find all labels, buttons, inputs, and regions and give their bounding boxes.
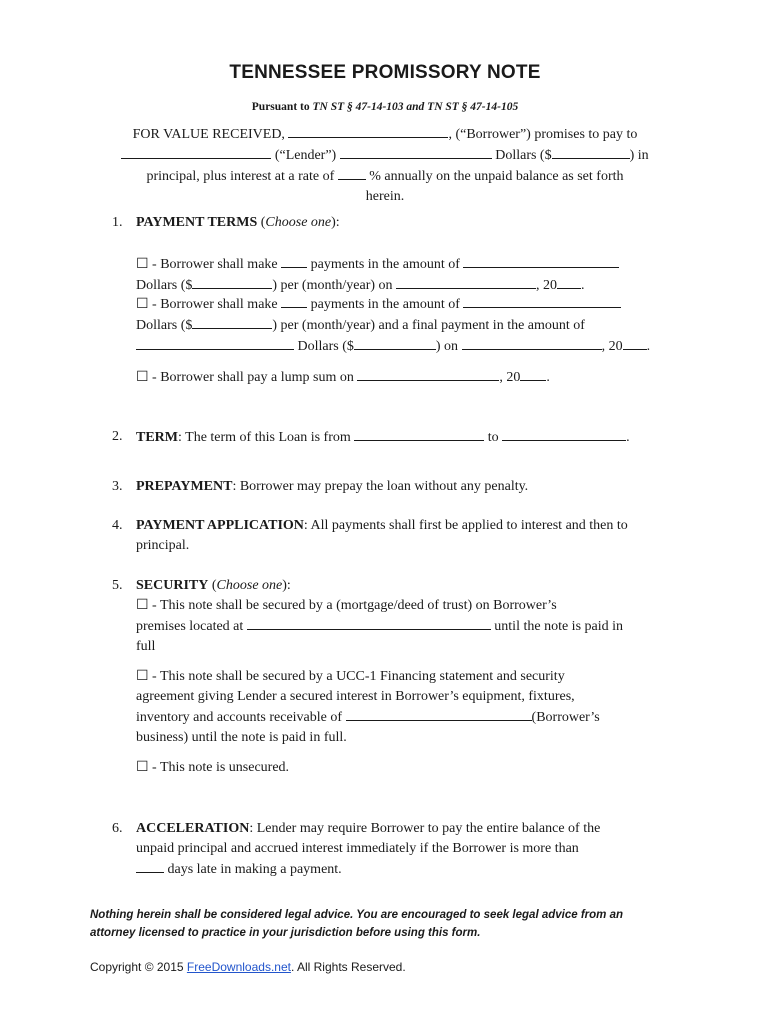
checkbox-mortgage[interactable]: ☐ - This note shall be secured by a (mortgage/deed of trust) on Borrower’s xyxy=(136,598,557,613)
borrower-name-blank[interactable] xyxy=(288,124,448,138)
payment-amount-blank[interactable] xyxy=(192,275,272,289)
document-subtitle: Pursuant to TN ST § 47-14-103 and TN ST § 47-14-105 xyxy=(251,101,519,113)
section-security: 5. SECURITY (Choose one): ☐ - This note shall be secured by a (mortgage/deed of trust) on Borrower’s premises located at until the note is paid in full xyxy=(112,576,682,657)
payment-option-installments: ☐ - Borrower shall make payments in the amount of Dollars ($ ) per (month/year) on , 20 . xyxy=(112,254,682,296)
final-payment-year-blank[interactable] xyxy=(623,336,647,350)
final-payment-words-blank[interactable] xyxy=(136,336,294,350)
section-heading: PAYMENT APPLICATION xyxy=(136,518,304,533)
copyright-notice: Copyright © 2015 FreeDownloads.net. All Rights Reserved. xyxy=(90,960,406,974)
section-payment-terms: 1. PAYMENT TERMS (Choose one): xyxy=(112,215,340,230)
section-prepayment: 3. PREPAYMENT: Borrower may prepay the loan without any penalty. xyxy=(112,479,529,494)
checkbox-installments[interactable]: ☐ - Borrower shall make xyxy=(136,257,282,272)
security-option-ucc: ☐ - This note shall be secured by a UCC-1 Financing statement and security agreement giving Lender a secured interest in Borrower’s equipment, fixtures, inventory and accounts receivable of (Borrower’s business) until the note is paid in full. xyxy=(112,667,682,748)
term-end-blank[interactable] xyxy=(502,427,626,441)
payment-year-blank[interactable] xyxy=(557,275,581,289)
checkbox-ucc[interactable]: ☐ - This note shall be secured by a UCC-1 Financing statement and security xyxy=(136,669,565,684)
checkbox-unsecured[interactable]: ☐ - This note is unsecured. xyxy=(136,760,290,775)
section-term: 2. TERM: The term of this Loan is from to . xyxy=(112,429,630,445)
number-of-payments-blank[interactable] xyxy=(281,254,307,268)
principal-words-blank[interactable] xyxy=(340,145,492,159)
section-heading: PREPAYMENT xyxy=(136,479,233,494)
payment-option-lump-sum: ☐ - Borrower shall pay a lump sum on , 20 . xyxy=(112,367,682,388)
document-title: TENNESSEE PROMISSORY NOTE xyxy=(229,62,541,83)
legal-disclaimer: Nothing herein shall be considered legal advice. You are encouraged to seek legal advice from an attorney licensed to practice in your jurisdiction before using this form. xyxy=(90,909,624,939)
lump-sum-date-blank[interactable] xyxy=(357,367,499,381)
freedownloads-link[interactable]: FreeDownloads.net xyxy=(186,960,291,974)
lump-sum-year-blank[interactable] xyxy=(520,367,546,381)
checkbox-lump-sum[interactable]: ☐ - Borrower shall pay a lump sum on xyxy=(136,370,358,385)
principal-amount-blank[interactable] xyxy=(552,145,630,159)
days-late-blank[interactable] xyxy=(136,859,164,873)
interest-rate-blank[interactable] xyxy=(338,166,366,180)
security-option-unsecured xyxy=(112,758,682,778)
section-payment-application: 4. PAYMENT APPLICATION: All payments shall first be applied to interest and then to principal. xyxy=(112,518,628,553)
payment-date-blank[interactable] xyxy=(396,275,536,289)
section-heading: SECURITY xyxy=(136,578,209,593)
section-heading: TERM xyxy=(136,430,178,445)
statute-reference: TN ST § 47-14-103 and TN ST § 47-14-105 xyxy=(312,101,519,113)
intro-paragraph: FOR VALUE RECEIVED, , (“Borrower”) promises to pay to (“Lender”) Dollars ($ ) in principal, plus interest at a rate of % annually on the unpaid balance as set forth herein. xyxy=(105,124,665,207)
section-acceleration: 6. ACCELERATION: Lender may require Borrower to pay the entire balance of the unpaid principal and accrued interest immediately if the Borrower is more than days late in making a payment. xyxy=(112,821,601,877)
term-start-blank[interactable] xyxy=(354,427,484,441)
final-payment-amount-blank[interactable] xyxy=(354,336,436,350)
security-option-mortgage: ☐ - This note shall be secured by a (mortgage/deed of trust) on Borrower’s premises located at until the note is paid in full xyxy=(136,596,682,657)
number-of-payments-blank[interactable] xyxy=(281,294,307,308)
premises-address-blank[interactable] xyxy=(247,616,491,630)
payment-amount-words-blank[interactable] xyxy=(463,254,619,268)
final-payment-date-blank[interactable] xyxy=(462,336,602,350)
lender-name-blank[interactable] xyxy=(121,145,271,159)
payment-option-balloon: ☐ - Borrower shall make payments in the amount of Dollars ($ ) per (month/year) and a final payment in the amount of Dollars ($ ) on , 20 . xyxy=(112,294,682,357)
section-heading: PAYMENT TERMS xyxy=(136,215,258,230)
payment-amount-words-blank[interactable] xyxy=(463,294,621,308)
section-heading: ACCELERATION xyxy=(136,821,250,836)
accounts-receivable-blank[interactable] xyxy=(346,707,532,721)
checkbox-balloon[interactable]: ☐ - Borrower shall make xyxy=(136,297,282,312)
payment-amount-blank[interactable] xyxy=(192,315,272,329)
